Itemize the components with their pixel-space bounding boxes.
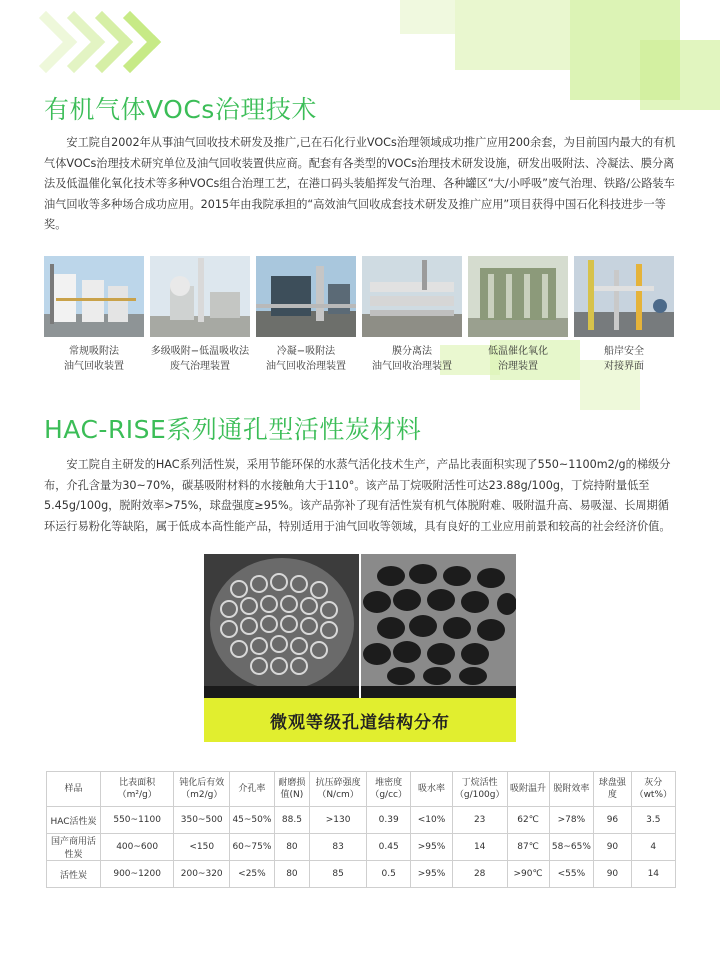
table-cell: >130 (310, 807, 367, 834)
equipment-photo (44, 256, 144, 337)
sem-banner (204, 698, 516, 742)
table-cell: 14 (631, 861, 675, 888)
table-cell: <55% (549, 861, 594, 888)
table-cell: 80 (274, 861, 309, 888)
table-header-cell: 比表面积（m²/g） (100, 772, 173, 807)
equipment-photo (362, 256, 462, 337)
table-cell: >95% (411, 834, 453, 861)
table-cell: 23 (452, 807, 507, 834)
table-cell: 200~320 (174, 861, 230, 888)
equipment-photo (468, 256, 568, 337)
photo-caption: 膜分离法 油气回收治理装置 (372, 346, 452, 372)
table-cell: 58~65% (549, 834, 594, 861)
table-header-cell: 堆密度 （g/cc） (367, 772, 411, 807)
title-part: 系列通孔型活性炭材料 (166, 415, 422, 444)
table-cell: <25% (230, 861, 275, 888)
table-cell: 62℃ (507, 807, 549, 834)
table-header-cell: 介孔率 (230, 772, 275, 807)
table-cell: 96 (594, 807, 631, 834)
photo-caption: 船岸安全 对接界面 (604, 346, 644, 372)
table-cell: HAC活性炭 (47, 807, 101, 834)
title-part: 有机气体 (44, 95, 147, 124)
equipment-photo (574, 256, 674, 337)
table-cell: 87℃ (507, 834, 549, 861)
sem-banner-text: 微观等级孔道结构分布 (270, 712, 450, 733)
photo-caption: 低温催化氧化 治理装置 (488, 346, 548, 372)
table-header-cell: 钝化后有效 （m2/g） (174, 772, 230, 807)
table-cell: <150 (174, 834, 230, 861)
photo-caption: 常规吸附法 油气回收装置 (64, 346, 124, 372)
equipment-photo (256, 256, 356, 337)
spec-table (46, 771, 676, 888)
table-cell: 60~75% (230, 834, 275, 861)
table-cell: 0.5 (367, 861, 411, 888)
table-cell: 350~500 (174, 807, 230, 834)
table-header-cell: 吸水率 (411, 772, 453, 807)
table-header-row (47, 772, 676, 807)
table-header-cell: 灰分 （wt%） (631, 772, 675, 807)
title-part: 治理技术 (214, 95, 317, 124)
table-row (47, 807, 676, 834)
table-cell: 0.39 (367, 807, 411, 834)
title-part: HAC-RISE (44, 415, 167, 444)
table-cell: 80 (274, 834, 309, 861)
table-row (47, 861, 676, 888)
table-cell: 0.45 (367, 834, 411, 861)
table-cell: >95% (411, 861, 453, 888)
table-cell: >90℃ (507, 861, 549, 888)
section-title-vocs (44, 90, 317, 126)
table-cell: 4 (631, 834, 675, 861)
table-header-cell: 抗压碎强度 （N/cm） (310, 772, 367, 807)
table-cell: 活性炭 (47, 861, 101, 888)
table-cell: >78% (549, 807, 594, 834)
title-part: VOCs (146, 95, 215, 124)
photo-caption: 冷凝−吸附法 油气回收治理装置 (266, 346, 346, 372)
table-cell: 550~1100 (100, 807, 173, 834)
table-cell: 85 (310, 861, 367, 888)
table-cell: 14 (452, 834, 507, 861)
section-title-hac-rise (44, 410, 421, 446)
sem-micrograph-left (204, 554, 359, 698)
table-cell: 28 (452, 861, 507, 888)
table-cell: 国产商用活性炭 (47, 834, 101, 861)
table-cell: 45~50% (230, 807, 275, 834)
equipment-photo (150, 256, 250, 337)
table-row (47, 834, 676, 861)
equipment-photo-row (44, 256, 676, 376)
table-cell: 90 (594, 834, 631, 861)
table-header-cell: 耐磨损 值(N) (274, 772, 309, 807)
table-cell: 83 (310, 834, 367, 861)
table-cell: 88.5 (274, 807, 309, 834)
sem-micrograph-right (361, 554, 516, 698)
table-header-cell: 球盘强度 (594, 772, 631, 807)
table-header-cell: 丁烷活性 （g/100g） (452, 772, 507, 807)
section-paragraph-hac: 安工院自主研发的HAC系列活性炭，采用节能环保的水蒸气活化技术生产，产品比表面积实现了550~1100m2/g的梯级分布，介孔含量为30~70%，碳基吸附材料的水接触角大于110°。该产品丁烷吸附活性可达23.88g/100g，丁烷持附量低至5.45g/100g，脱附效率>75%，球盘强度≥95%。该产品弥补了现有活性炭有机气体脱附难、吸附温升高、易吸湿、长周期循环运行易粉化等缺陷，属于低成本高性能产品，特别适用于油气回收等领域，具有良好的工业应用前景和较高的社会经济价值。 (44, 458, 671, 533)
sem-image-panel (204, 554, 516, 742)
section-paragraph-vocs: 安工院自2002年从事油气回收技术研发及推广,已在石化行业VOCs治理领域成功推广应用200余套，为目前国内最大的有机气体VOCs治理技术研究单位及油气回收装置供应商。配套有各类型的VOCs治理技术研发设施，研发出吸附法、冷凝法、膜分离法及低温催化氧化技术等多种VOCs组合治理工艺，在港口码头装船挥发气治理、各种罐区“大/小呼吸”废气治理、铁路/公路装车油气回收等多种场合成功应用。2015年由我院承担的“高效油气回收成套技术研发及推广应用”项目获得中国石化科技进步一等奖。 (44, 136, 676, 231)
photo-caption: 多级吸附−低温吸收法 废气治理装置 (150, 346, 250, 372)
chevron-decoration (0, 0, 200, 80)
table-header-cell: 脱附效率 (549, 772, 594, 807)
table-cell: <10% (411, 807, 453, 834)
table-header-cell: 样品 (47, 772, 101, 807)
square-decoration-top (360, 0, 720, 110)
table-cell: 90 (594, 861, 631, 888)
table-header-cell: 吸附温升 (507, 772, 549, 807)
table-cell: 900~1200 (100, 861, 173, 888)
table-cell: 3.5 (631, 807, 675, 834)
table-cell: 400~600 (100, 834, 173, 861)
